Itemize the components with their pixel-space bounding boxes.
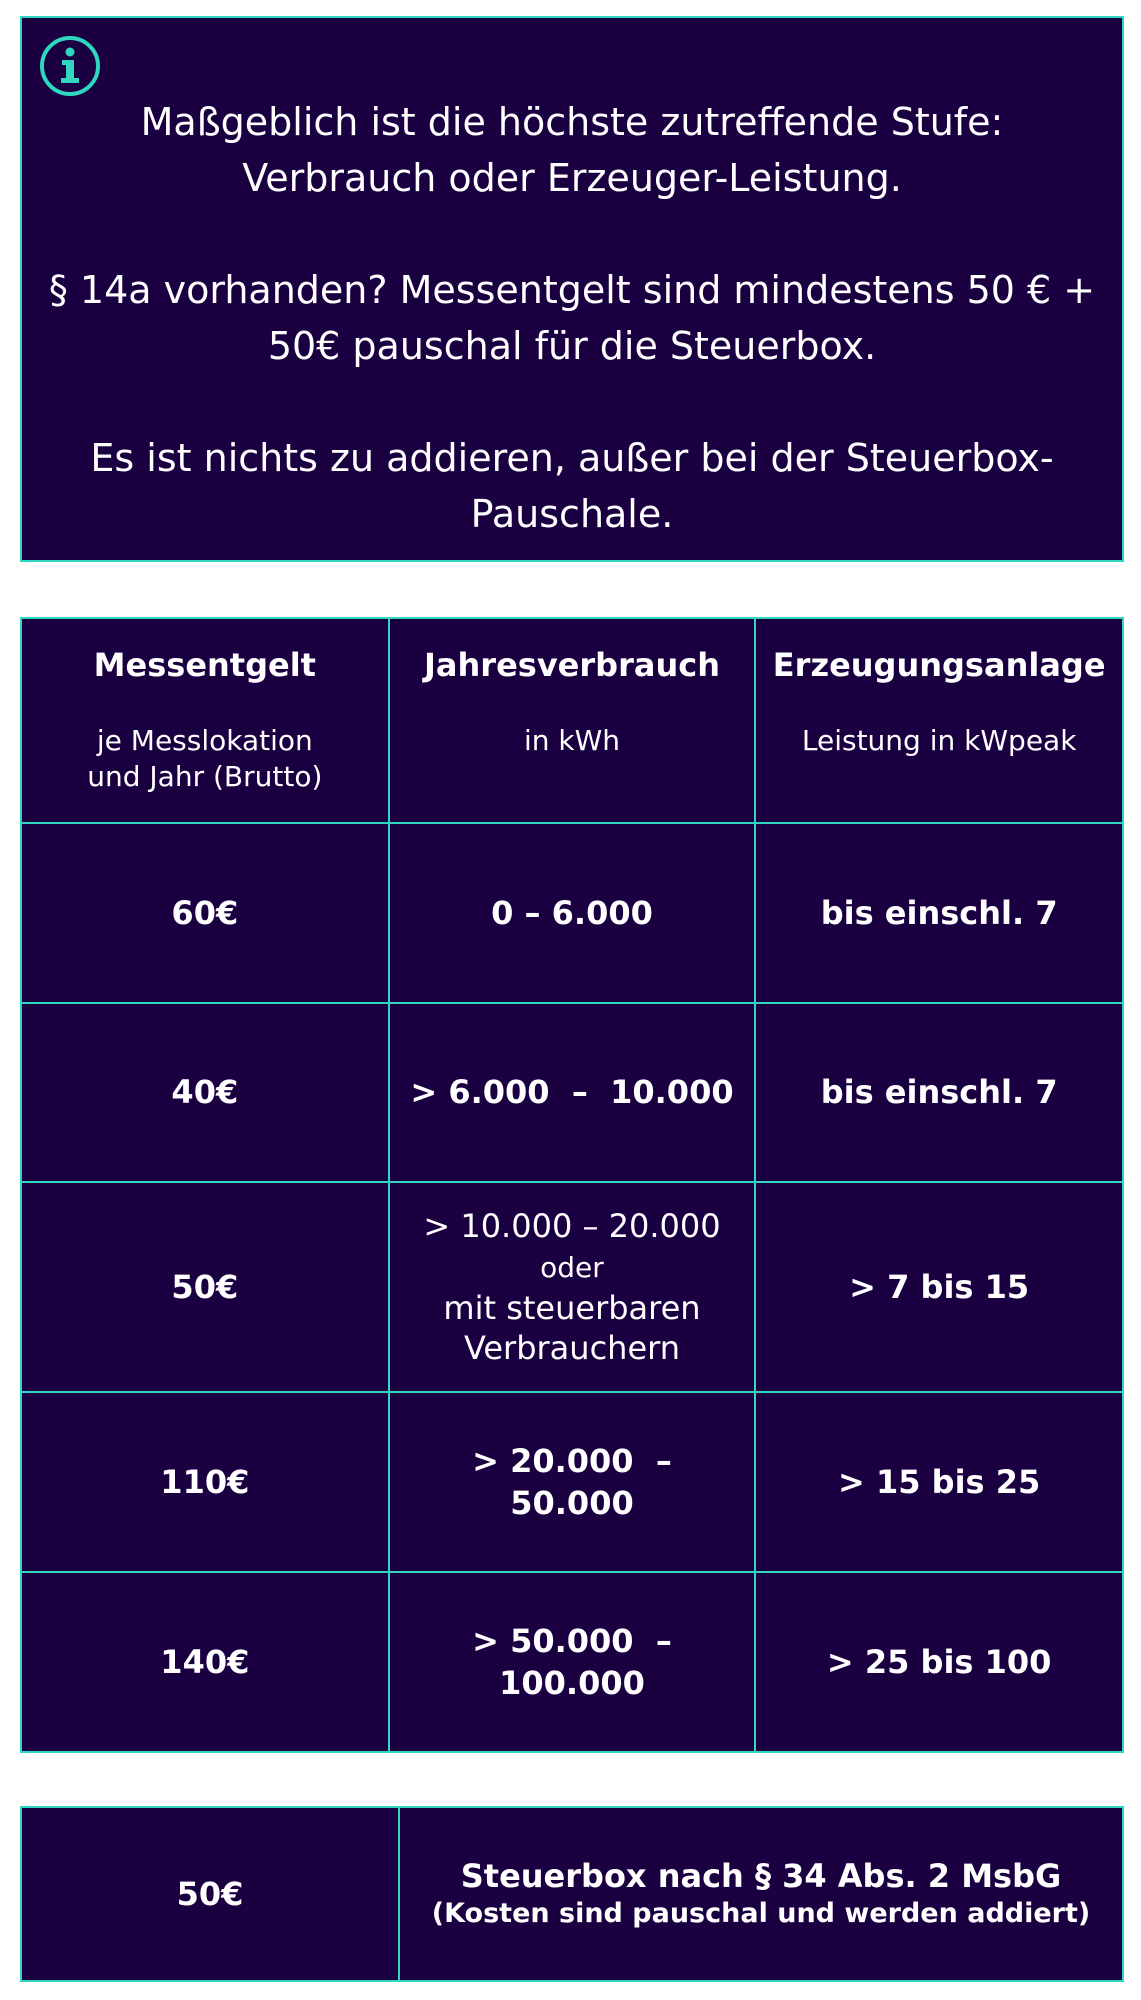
- header-subtitle-line: je Messlokation: [96, 724, 313, 757]
- table-header-row: [22, 619, 1122, 823]
- table-row: [22, 823, 1122, 1002]
- consumption-line: mit steuerbaren: [443, 1289, 701, 1328]
- steuerbox-note: (Kosten sind pauschal und werden addiert): [431, 1898, 1091, 1929]
- consumption-line: 100.000: [499, 1663, 645, 1702]
- consumption-cell: [389, 1572, 756, 1751]
- info-text: [42, 94, 1102, 542]
- consumption-cell: > 6.000 – 10.000: [389, 1003, 756, 1182]
- generation-cell: bis einschl. 7: [755, 823, 1122, 1002]
- consumption-line: Verbrauchern: [463, 1329, 680, 1368]
- info-box: [20, 16, 1124, 562]
- generation-cell: > 7 bis 15: [755, 1182, 1122, 1392]
- info-paragraph-1: Maßgeblich ist die höchste zutreffende Stufe: Verbrauch oder Erzeuger-Leistung.: [140, 100, 1004, 200]
- header-jahresverbrauch: [389, 619, 756, 823]
- generation-cell: > 15 bis 25: [755, 1392, 1122, 1571]
- steuerbox-row: [22, 1808, 1122, 1980]
- info-paragraph-3: Es ist nichts zu addieren, außer bei der Steuerbox-Pauschale.: [90, 436, 1054, 536]
- consumption-line: > 20.000 –: [472, 1442, 672, 1480]
- generation-cell: bis einschl. 7: [755, 1003, 1122, 1182]
- header-subtitle: [28, 723, 382, 795]
- table-row: [22, 1572, 1122, 1751]
- price-table: [20, 617, 1124, 1753]
- consumption-line: > 50.000 –: [472, 1621, 672, 1660]
- header-title: Jahresverbrauch: [424, 646, 720, 684]
- info-icon: [38, 34, 102, 98]
- table-row: [22, 1003, 1122, 1182]
- consumption-line: oder: [540, 1251, 604, 1285]
- header-subtitle-line: und Jahr (Brutto): [87, 760, 323, 793]
- header-title: Messentgelt: [93, 646, 316, 684]
- header-erzeugungsanlage: [755, 619, 1122, 823]
- consumption-cell: [389, 1182, 756, 1392]
- header-subtitle: in kWh: [523, 724, 621, 757]
- price-cell: 60€: [22, 823, 389, 1002]
- table-row: [22, 1392, 1122, 1571]
- steuerbox-price: 50€: [22, 1808, 399, 1980]
- table-row: [22, 1182, 1122, 1392]
- price-cell: 40€: [22, 1003, 389, 1182]
- price-cell: 50€: [22, 1182, 389, 1392]
- consumption-cell: 0 – 6.000: [389, 823, 756, 1002]
- steuerbox-description: [399, 1808, 1122, 1980]
- header-subtitle: Leistung in kWpeak: [801, 724, 1077, 757]
- consumption-cell: [389, 1392, 756, 1571]
- info-paragraph-2: § 14a vorhanden? Messentgelt sind mindestens 50 € + 50€ pauschal für die Steuerbox.: [48, 268, 1096, 368]
- generation-cell: > 25 bis 100: [755, 1572, 1122, 1751]
- steuerbox-box: [20, 1806, 1124, 1982]
- steuerbox-title: Steuerbox nach § 34 Abs. 2 MsbG: [460, 1857, 1062, 1895]
- consumption-line: 50.000: [510, 1484, 634, 1522]
- price-cell: 140€: [22, 1572, 389, 1751]
- price-cell: 110€: [22, 1392, 389, 1571]
- header-messentgelt: [22, 619, 389, 823]
- header-title: Erzeugungsanlage: [772, 646, 1106, 684]
- consumption-line: > 10.000 – 20.000: [423, 1207, 721, 1246]
